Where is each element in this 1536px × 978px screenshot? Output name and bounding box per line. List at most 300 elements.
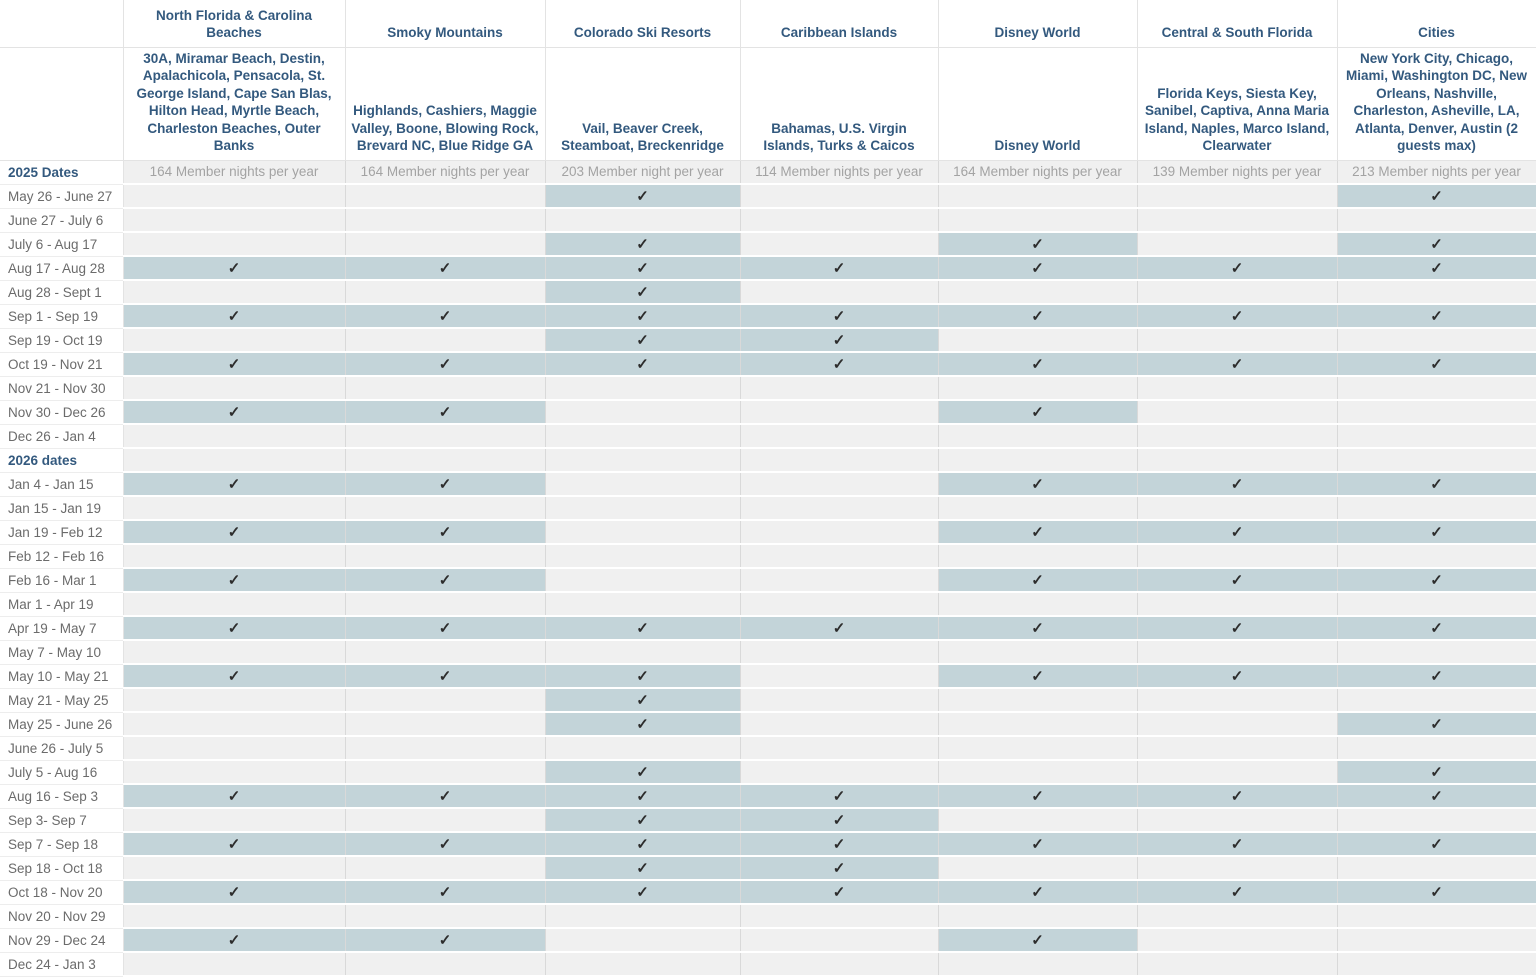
check-icon: ✓ [1031, 403, 1044, 421]
availability-cell-checked [123, 832, 345, 856]
date-range-label: Sep 7 - Sep 18 [0, 832, 123, 856]
availability-cell [345, 640, 545, 664]
check-icon: ✓ [636, 763, 649, 781]
table-row [0, 736, 1536, 760]
check-icon: ✓ [1230, 571, 1244, 589]
check-icon: ✓ [832, 859, 846, 877]
check-icon: ✓ [227, 259, 241, 277]
availability-cell [545, 904, 740, 928]
check-icon: ✓ [832, 811, 846, 829]
check-icon: ✓ [227, 667, 241, 685]
table-row [0, 184, 1536, 208]
column-destinations: Bahamas, U.S. Virgin Islands, Turks & Caicos [740, 47, 938, 160]
check-icon: ✓ [438, 931, 452, 949]
empty-cell [123, 448, 345, 472]
date-range-label: Oct 19 - Nov 21 [0, 352, 123, 376]
table-body [0, 160, 1536, 976]
check-icon: ✓ [1430, 235, 1443, 253]
check-icon: ✓ [1430, 307, 1443, 325]
availability-cell-checked [545, 256, 740, 280]
availability-cell-checked [345, 616, 545, 640]
date-range-label: Nov 30 - Dec 26 [0, 400, 123, 424]
availability-cell [345, 688, 545, 712]
availability-cell [938, 688, 1137, 712]
availability-cell-checked [1337, 352, 1536, 376]
member-nights-cell: 164 Member nights per year [345, 160, 545, 184]
availability-cell-checked [545, 280, 740, 304]
availability-cell [938, 808, 1137, 832]
availability-cell-checked [123, 568, 345, 592]
table-row [0, 208, 1536, 232]
availability-cell [938, 328, 1137, 352]
date-range-label: July 5 - Aug 16 [0, 760, 123, 784]
table-row [0, 616, 1536, 640]
column-title: Colorado Ski Resorts [545, 0, 740, 47]
date-range-label: May 7 - May 10 [0, 640, 123, 664]
availability-cell-checked [938, 928, 1137, 952]
corner-cell [0, 47, 123, 160]
availability-cell [345, 856, 545, 880]
column-title: Cities [1337, 0, 1536, 47]
check-icon: ✓ [1031, 571, 1044, 589]
availability-cell [345, 712, 545, 736]
availability-cell-checked [345, 400, 545, 424]
check-icon: ✓ [1230, 259, 1244, 277]
check-icon: ✓ [1430, 355, 1443, 373]
availability-cell-checked [545, 832, 740, 856]
column-destinations: Highlands, Cashiers, Maggie Valley, Boone, Blowing Rock, Brevard NC, Blue Ridge GA [345, 47, 545, 160]
availability-cell [123, 904, 345, 928]
date-range-label: Feb 16 - Mar 1 [0, 568, 123, 592]
check-icon: ✓ [1031, 259, 1044, 277]
table-row [0, 688, 1536, 712]
date-range-label: Aug 17 - Aug 28 [0, 256, 123, 280]
date-range-label: Sep 18 - Oct 18 [0, 856, 123, 880]
table-row [0, 784, 1536, 808]
column-title: Central & South Florida [1137, 0, 1337, 47]
availability-cell [545, 496, 740, 520]
column-title: Disney World [938, 0, 1137, 47]
check-icon: ✓ [1430, 619, 1443, 637]
check-icon: ✓ [1430, 763, 1443, 781]
availability-cell [1137, 232, 1337, 256]
availability-cell-checked [545, 184, 740, 208]
availability-cell-checked [1337, 616, 1536, 640]
check-icon: ✓ [227, 619, 241, 637]
availability-cell-checked [345, 568, 545, 592]
check-icon: ✓ [832, 331, 846, 349]
availability-cell [1337, 376, 1536, 400]
availability-cell [345, 328, 545, 352]
availability-cell-checked [1337, 568, 1536, 592]
availability-cell-checked [545, 784, 740, 808]
check-icon: ✓ [438, 619, 452, 637]
empty-cell [1137, 448, 1337, 472]
availability-cell-checked [1337, 760, 1536, 784]
check-icon: ✓ [1430, 667, 1443, 685]
availability-cell [123, 496, 345, 520]
check-icon: ✓ [636, 331, 649, 349]
member-nights-cell: 213 Member nights per year [1337, 160, 1536, 184]
availability-cell [938, 184, 1137, 208]
availability-cell [545, 736, 740, 760]
check-icon: ✓ [227, 523, 241, 541]
check-icon: ✓ [227, 787, 241, 805]
availability-cell [1137, 760, 1337, 784]
availability-cell-checked [1337, 256, 1536, 280]
availability-cell [545, 952, 740, 976]
availability-cell-checked [545, 712, 740, 736]
availability-cell [345, 232, 545, 256]
check-icon: ✓ [438, 787, 452, 805]
date-range-label: May 10 - May 21 [0, 664, 123, 688]
availability-cell-checked [545, 856, 740, 880]
date-range-label: Dec 24 - Jan 3 [0, 952, 123, 976]
availability-cell [740, 712, 938, 736]
date-range-label: Nov 21 - Nov 30 [0, 376, 123, 400]
column-title: Caribbean Islands [740, 0, 938, 47]
availability-cell [1337, 424, 1536, 448]
availability-cell [123, 736, 345, 760]
availability-cell [1137, 856, 1337, 880]
availability-cell-checked [545, 616, 740, 640]
availability-cell [1137, 928, 1337, 952]
table-row [0, 280, 1536, 304]
availability-cell [1337, 688, 1536, 712]
date-range-label: June 26 - July 5 [0, 736, 123, 760]
table-row [0, 664, 1536, 688]
availability-cell [345, 760, 545, 784]
availability-cell [740, 952, 938, 976]
availability-cell [345, 424, 545, 448]
availability-cell [938, 736, 1137, 760]
availability-cell [545, 568, 740, 592]
availability-cell [545, 640, 740, 664]
availability-cell [1137, 640, 1337, 664]
check-icon: ✓ [438, 835, 452, 853]
table-row [0, 568, 1536, 592]
availability-cell [123, 808, 345, 832]
availability-cell [1337, 400, 1536, 424]
availability-cell [740, 904, 938, 928]
availability-cell [1337, 592, 1536, 616]
check-icon: ✓ [636, 667, 649, 685]
member-nights-cell: 114 Member nights per year [740, 160, 938, 184]
availability-cell-checked [123, 616, 345, 640]
check-icon: ✓ [438, 883, 452, 901]
availability-cell-checked [1137, 568, 1337, 592]
check-icon: ✓ [636, 835, 649, 853]
corner-cell [0, 0, 123, 47]
availability-cell-checked [123, 400, 345, 424]
column-destinations: Disney World [938, 47, 1137, 160]
availability-cell [123, 424, 345, 448]
check-icon: ✓ [438, 475, 452, 493]
check-icon: ✓ [832, 835, 846, 853]
empty-cell [345, 448, 545, 472]
availability-cell-checked [740, 328, 938, 352]
availability-cell [1337, 280, 1536, 304]
availability-cell [740, 496, 938, 520]
availability-cell [938, 424, 1137, 448]
availability-cell [545, 472, 740, 496]
date-range-label: Nov 20 - Nov 29 [0, 904, 123, 928]
availability-cell-checked [123, 664, 345, 688]
date-range-label: Dec 26 - Jan 4 [0, 424, 123, 448]
availability-cell [545, 928, 740, 952]
availability-cell-checked [1337, 304, 1536, 328]
check-icon: ✓ [227, 571, 241, 589]
table-row [0, 928, 1536, 952]
check-icon: ✓ [1031, 523, 1044, 541]
empty-cell [545, 448, 740, 472]
availability-cell [938, 280, 1137, 304]
check-icon: ✓ [832, 883, 846, 901]
availability-cell-checked [545, 304, 740, 328]
date-range-label: Mar 1 - Apr 19 [0, 592, 123, 616]
column-destinations: Vail, Beaver Creek, Steamboat, Breckenridge [545, 47, 740, 160]
availability-cell [1137, 904, 1337, 928]
availability-cell [938, 376, 1137, 400]
check-icon: ✓ [636, 259, 649, 277]
table-row [0, 832, 1536, 856]
table-row [0, 904, 1536, 928]
check-icon: ✓ [636, 787, 649, 805]
check-icon: ✓ [438, 523, 452, 541]
table-row [0, 328, 1536, 352]
check-icon: ✓ [832, 355, 846, 373]
availability-cell-checked [345, 880, 545, 904]
check-icon: ✓ [636, 355, 649, 373]
empty-cell [1337, 448, 1536, 472]
check-icon: ✓ [227, 355, 241, 373]
section-row [0, 160, 1536, 184]
availability-cell-checked [345, 472, 545, 496]
empty-cell [938, 448, 1137, 472]
availability-cell-checked [123, 472, 345, 496]
member-nights-cell: 203 Member night per year [545, 160, 740, 184]
member-nights-cell: 139 Member nights per year [1137, 160, 1337, 184]
availability-cell [1337, 856, 1536, 880]
table-row [0, 496, 1536, 520]
check-icon: ✓ [1430, 259, 1443, 277]
availability-cell-checked [740, 784, 938, 808]
check-icon: ✓ [227, 931, 241, 949]
table-row [0, 544, 1536, 568]
availability-cell-checked [1337, 784, 1536, 808]
availability-cell [1337, 928, 1536, 952]
availability-cell [740, 688, 938, 712]
member-nights-cell: 164 Member nights per year [938, 160, 1137, 184]
availability-cell-checked [1337, 520, 1536, 544]
availability-cell-checked [545, 232, 740, 256]
table-row [0, 760, 1536, 784]
availability-cell-checked [1137, 304, 1337, 328]
availability-cell-checked [345, 928, 545, 952]
availability-cell [1137, 184, 1337, 208]
availability-cell-checked [123, 352, 345, 376]
availability-cell-checked [740, 880, 938, 904]
availability-cell-checked [123, 880, 345, 904]
check-icon: ✓ [636, 235, 649, 253]
check-icon: ✓ [1430, 787, 1443, 805]
availability-cell-checked [1137, 880, 1337, 904]
check-icon: ✓ [1230, 307, 1244, 325]
date-range-label: May 25 - June 26 [0, 712, 123, 736]
date-range-label: May 26 - June 27 [0, 184, 123, 208]
availability-cell [345, 592, 545, 616]
check-icon: ✓ [1430, 883, 1443, 901]
availability-cell [545, 592, 740, 616]
availability-cell [938, 760, 1137, 784]
availability-cell [740, 568, 938, 592]
column-destinations: New York City, Chicago, Miami, Washington DC, New Orleans, Nashville, Charleston, Asheville, LA, Atlanta, Denver, Austin (2 guests max) [1337, 47, 1536, 160]
availability-cell [123, 856, 345, 880]
date-range-label: Jan 19 - Feb 12 [0, 520, 123, 544]
check-icon: ✓ [636, 691, 649, 709]
check-icon: ✓ [636, 883, 649, 901]
check-icon: ✓ [227, 883, 241, 901]
availability-cell [938, 544, 1137, 568]
availability-cell [740, 280, 938, 304]
availability-cell-checked [123, 304, 345, 328]
availability-cell-checked [345, 352, 545, 376]
availability-cell-checked [1337, 664, 1536, 688]
check-icon: ✓ [227, 835, 241, 853]
column-destinations: Florida Keys, Siesta Key, Sanibel, Captiva, Anna Maria Island, Naples, Marco Island, Clearwater [1137, 47, 1337, 160]
table-row [0, 880, 1536, 904]
date-range-label: Aug 16 - Sep 3 [0, 784, 123, 808]
availability-cell [740, 376, 938, 400]
column-titles-row [0, 0, 1536, 47]
check-icon: ✓ [227, 307, 241, 325]
availability-cell-checked [740, 256, 938, 280]
check-icon: ✓ [636, 307, 649, 325]
availability-cell [345, 904, 545, 928]
table-row [0, 352, 1536, 376]
availability-cell-checked [345, 784, 545, 808]
availability-cell-checked [545, 760, 740, 784]
availability-cell-checked [1337, 232, 1536, 256]
availability-cell [938, 712, 1137, 736]
column-title: North Florida & Carolina Beaches [123, 0, 345, 47]
availability-cell-checked [545, 352, 740, 376]
availability-cell [1137, 736, 1337, 760]
table-row [0, 856, 1536, 880]
check-icon: ✓ [438, 571, 452, 589]
availability-cell [123, 544, 345, 568]
availability-cell [1337, 496, 1536, 520]
table-row [0, 640, 1536, 664]
date-range-label: Feb 12 - Feb 16 [0, 544, 123, 568]
availability-cell [545, 400, 740, 424]
availability-cell [740, 424, 938, 448]
column-destinations-row [0, 47, 1536, 160]
availability-cell [1137, 400, 1337, 424]
availability-cell-checked [938, 664, 1137, 688]
availability-cell-checked [1137, 784, 1337, 808]
availability-cell [740, 928, 938, 952]
availability-cell-checked [345, 520, 545, 544]
availability-cell [1137, 328, 1337, 352]
date-range-label: Sep 19 - Oct 19 [0, 328, 123, 352]
availability-cell-checked [1137, 352, 1337, 376]
check-icon: ✓ [1031, 883, 1044, 901]
availability-cell [345, 736, 545, 760]
check-icon: ✓ [1230, 523, 1244, 541]
availability-cell-checked [545, 808, 740, 832]
check-icon: ✓ [1230, 667, 1244, 685]
availability-cell [123, 592, 345, 616]
availability-cell-checked [545, 688, 740, 712]
availability-cell-checked [740, 856, 938, 880]
availability-cell [740, 760, 938, 784]
availability-cell [1337, 904, 1536, 928]
availability-cell-checked [1137, 832, 1337, 856]
availability-cell-checked [1337, 184, 1536, 208]
availability-cell-checked [740, 304, 938, 328]
availability-cell-checked [545, 664, 740, 688]
check-icon: ✓ [636, 619, 649, 637]
check-icon: ✓ [1230, 787, 1244, 805]
availability-cell [1337, 808, 1536, 832]
column-title: Smoky Mountains [345, 0, 545, 47]
availability-cell [740, 472, 938, 496]
availability-cell [1137, 280, 1337, 304]
table-row [0, 304, 1536, 328]
date-range-label: Sep 1 - Sep 19 [0, 304, 123, 328]
availability-cell [345, 544, 545, 568]
check-icon: ✓ [1430, 475, 1443, 493]
empty-cell [740, 448, 938, 472]
check-icon: ✓ [1031, 931, 1044, 949]
table-row [0, 424, 1536, 448]
table-row [0, 592, 1536, 616]
column-destinations: 30A, Miramar Beach, Destin, Apalachicola, Pensacola, St. George Island, Cape San Blas, Hilton Head, Myrtle Beach, Charleston Beaches, Outer Banks [123, 47, 345, 160]
availability-cell [123, 688, 345, 712]
availability-cell [545, 376, 740, 400]
availability-cell [1137, 208, 1337, 232]
section-label: 2025 Dates [0, 160, 123, 184]
check-icon: ✓ [438, 403, 452, 421]
check-icon: ✓ [1430, 523, 1443, 541]
date-range-label: Oct 18 - Nov 20 [0, 880, 123, 904]
availability-cell [938, 496, 1137, 520]
availability-cell [740, 640, 938, 664]
check-icon: ✓ [832, 259, 846, 277]
availability-cell [938, 208, 1137, 232]
availability-cell-checked [1137, 520, 1337, 544]
section-label: 2026 dates [0, 448, 123, 472]
availability-cell-checked [545, 328, 740, 352]
table-row [0, 952, 1536, 976]
availability-cell-checked [1137, 472, 1337, 496]
availability-cell [345, 952, 545, 976]
availability-cell-checked [938, 880, 1137, 904]
date-range-label: May 21 - May 25 [0, 688, 123, 712]
availability-cell [1337, 952, 1536, 976]
check-icon: ✓ [1031, 307, 1044, 325]
date-range-label: Nov 29 - Dec 24 [0, 928, 123, 952]
availability-cell [740, 736, 938, 760]
availability-cell [123, 640, 345, 664]
availability-cell [123, 952, 345, 976]
availability-cell [345, 184, 545, 208]
availability-cell-checked [938, 832, 1137, 856]
availability-cell [545, 424, 740, 448]
availability-cell [1337, 328, 1536, 352]
availability-cell [938, 640, 1137, 664]
